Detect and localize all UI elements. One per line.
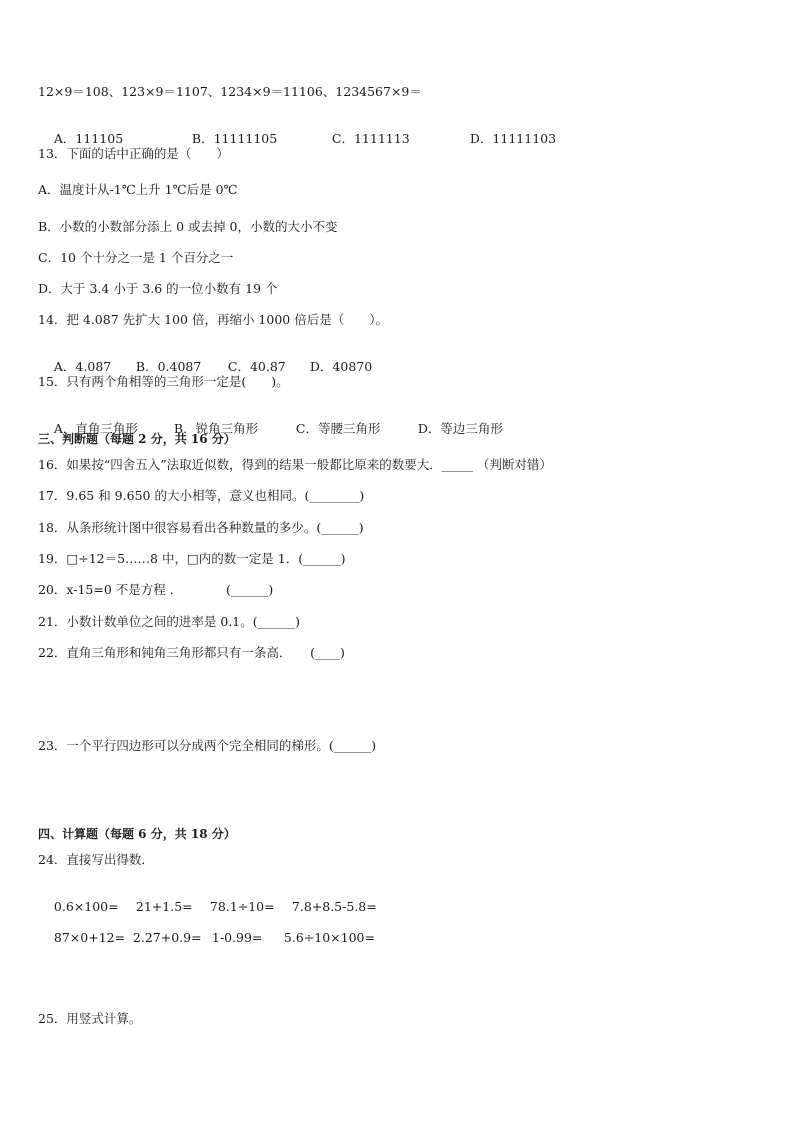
section-4-heading: 四、计算题（每题 6 分，共 18 分） bbox=[38, 827, 236, 841]
q15-option-b: B．锐角三角形 bbox=[173, 421, 259, 436]
q13-option-d: D．大于 3.4 小于 3.6 的一位小数有 19 个 bbox=[38, 281, 278, 296]
calc-item: 87×0+12= bbox=[53, 930, 126, 945]
q15-stem: 15．只有两个角相等的三角形一定是( )。 bbox=[38, 374, 289, 389]
q12-option-d: D．11111103 bbox=[469, 131, 557, 146]
q13-stem: 13．下面的话中正确的是（ ） bbox=[38, 146, 229, 161]
q13-option-b: B．小数的小数部分添上 0 或去掉 0，小数的大小不变 bbox=[38, 219, 338, 234]
q19-stem: 19．□÷12＝5……8 中，□内的数一定是 1．(______) bbox=[38, 551, 346, 566]
q14-option-d: D．40870 bbox=[309, 359, 373, 374]
q25-stem: 25．用竖式计算。 bbox=[38, 1011, 142, 1026]
q14-option-c: C．40.87 bbox=[227, 359, 286, 374]
q21-stem: 21．小数计数单位之间的进率是 0.1。(______) bbox=[38, 614, 301, 629]
q12-option-c: C．1111113 bbox=[331, 131, 410, 146]
calc-row-2 bbox=[38, 914, 375, 962]
q18-stem: 18．从条形统计图中很容易看出各种数量的多少。(______) bbox=[38, 520, 364, 535]
q12-option-a: A．111105 bbox=[53, 131, 124, 146]
q14-option-a: A．4.087 bbox=[53, 359, 112, 374]
q16-stem: 16．如果按“四舍五入”法取近似数，得到的结果一般都比原来的数要大．_____ （判断对错） bbox=[38, 457, 552, 472]
q20-stem: 20．x-15=0 不是方程 ． (______) bbox=[38, 582, 274, 597]
calc-item: 0.6×100= bbox=[53, 899, 119, 914]
q17-stem: 17．9.65 和 9.650 的大小相等，意义也相同。(________) bbox=[38, 488, 365, 503]
q12-stem: 12×9＝108、123×9＝1107、1234×9＝11106、1234567×9＝ bbox=[38, 84, 422, 99]
q12-option-b: B．11111105 bbox=[191, 131, 278, 146]
calc-item: 5.6÷10×100= bbox=[283, 930, 375, 945]
q13-option-c: C．10 个十分之一是 1 个百分之一 bbox=[38, 250, 234, 265]
calc-item: 1-0.99= bbox=[211, 930, 263, 945]
q13-option-a: A．温度计从-1℃上升 1℃后是 0℃ bbox=[38, 182, 238, 197]
section-3-heading: 三、判断题（每题 2 分，共 16 分） bbox=[38, 432, 236, 446]
calc-item: 7.8+8.5-5.8= bbox=[291, 899, 377, 914]
q15-option-c: C．等腰三角形 bbox=[295, 421, 381, 436]
q15-option-d: D．等边三角形 bbox=[417, 421, 503, 436]
calc-item: 21+1.5= bbox=[135, 899, 193, 914]
q23-stem: 23．一个平行四边形可以分成两个完全相同的梯形。(______) bbox=[38, 738, 377, 753]
q14-option-b: B．0.4087 bbox=[135, 359, 202, 374]
q22-stem: 22．直角三角形和钝角三角形都只有一条高． (____) bbox=[38, 645, 345, 660]
q24-stem: 24．直接写出得数． bbox=[38, 852, 154, 867]
q14-stem: 14．把 4.087 先扩大 100 倍，再缩小 1000 倍后是（ ）。 bbox=[38, 312, 388, 327]
q15-option-a: A．直角三角形 bbox=[53, 421, 138, 436]
calc-item: 2.27+0.9= bbox=[132, 930, 202, 945]
calc-item: 78.1÷10= bbox=[209, 899, 275, 914]
